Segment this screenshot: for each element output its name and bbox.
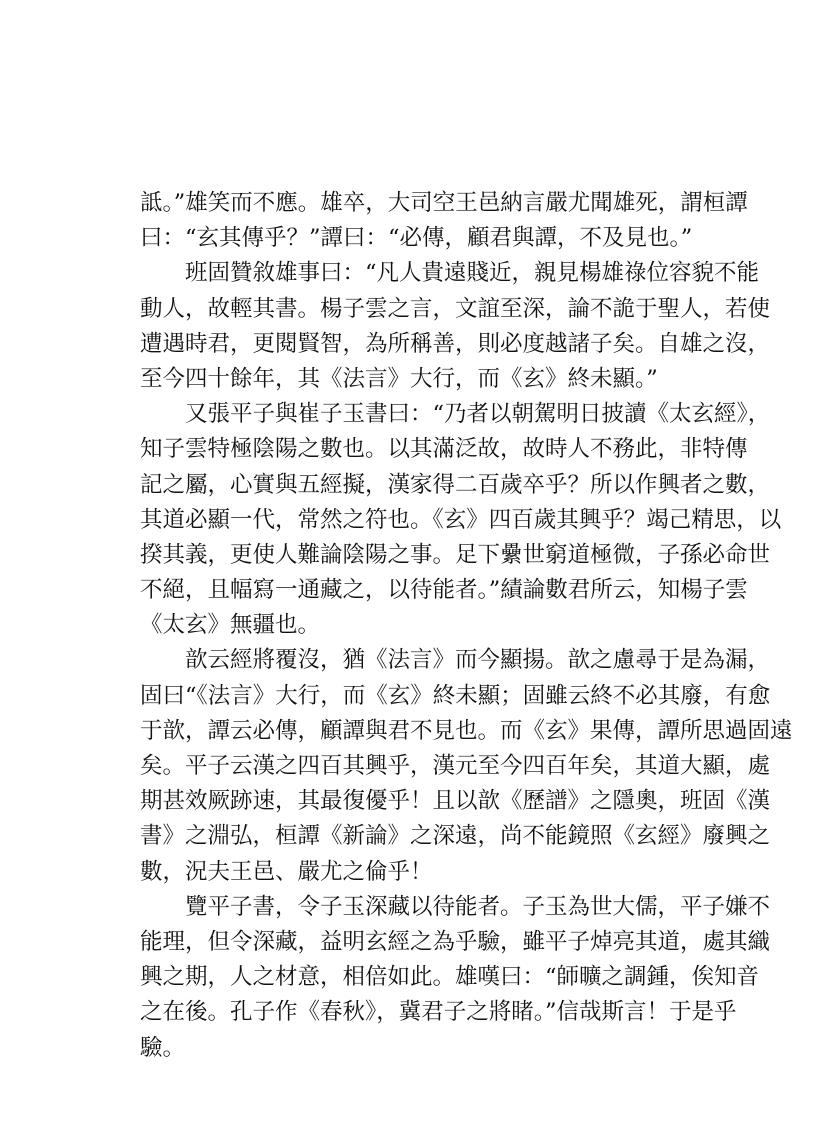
document-body xyxy=(140,186,793,1066)
paragraph-1 xyxy=(140,186,748,256)
text-line: 其道必顯一代，常然之符也。《玄》四百歲其興乎？竭己精思，以 xyxy=(140,506,782,533)
text-line: 詆。”雄笑而不應。雄卒，大司空王邑納言嚴尤聞雄死，謂桓譚 xyxy=(140,190,748,216)
text-line: 之在後。孔子作《春秋》，冀君子之將睹。”信哉斯言！于是乎 xyxy=(140,999,737,1026)
text-line: 知子雲特極陰陽之數也。以其滿泛故，故時人不務此，非特傳 xyxy=(140,436,748,463)
paragraph-4 xyxy=(140,643,793,889)
text-line: 書》之淵弘，桓譚《新論》之深遠，尚不能鏡照《玄經》廢興之 xyxy=(140,823,771,850)
text-line: 驗。 xyxy=(140,1034,186,1061)
text-line: 曰：“玄其傳乎？”譚曰：“必傳，顧君與譚，不及見也。” xyxy=(140,225,693,252)
paragraph-2 xyxy=(140,256,771,397)
text-line: 興之期，人之材意，相倍如此。雄嘆曰：“師曠之調鍾，俟知音 xyxy=(140,964,760,991)
text-line: 揆其義，更使人難論陰陽之事。足下纍世窮道極微，子孫必命世 xyxy=(140,541,771,568)
text-line: 遭遇時君，更閱賢智，為所稱善，則必度越諸子矣。自雄之沒， xyxy=(140,330,771,357)
text-line: 覽平子書，令子玉深藏以待能者。子玉為世大儒，平子嫌不 xyxy=(185,893,771,920)
text-line: 記之屬，心實與五經擬，漢家得二百歲卒乎？所以作興者之數， xyxy=(140,471,771,498)
text-line: 班固贊敘雄事曰：“凡人貴遠賤近，親見楊雄祿位容貌不能 xyxy=(185,260,760,287)
text-line: 矣。平子云漢之四百其興乎，漢元至今四百年矣，其道大顯，處 xyxy=(140,753,771,779)
text-line: 固曰“《法言》大行，而《玄》終未顯；固雖云終不必其廢，有愈 xyxy=(140,682,771,709)
text-line: 又張平子與崔子玉書曰：“乃者以朝駕明日披讀《太玄經》， xyxy=(185,401,771,428)
text-line: 歆云經將覆沒，猶《法言》而今顯揚。歆之慮尋于是為漏， xyxy=(185,647,771,674)
text-line: 《太玄》無疆也。 xyxy=(140,612,321,639)
paragraph-5 xyxy=(140,890,771,1066)
text-line: 能理，但令深藏，益明玄經之為乎驗，雖平子焯亮其道，處其織 xyxy=(140,928,771,955)
text-line: 數，況夫王邑、嚴尤之倫乎！ xyxy=(140,858,433,885)
text-line: 期甚效厥跡速，其最復優乎！且以歆《歷譜》之隱奧，班固《漢 xyxy=(140,788,771,815)
text-line: 于歆，譚云必傳，顧譚與君不見也。而《玄》果傳，譚所思過固遠 xyxy=(140,717,793,744)
text-line: 至今四十餘年，其《法言》大行，而《玄》終未顯。” xyxy=(140,365,658,392)
paragraph-3 xyxy=(140,397,782,643)
text-line: 動人，故輕其書。楊子雲之言，文誼至深，論不詭于聖人，若使 xyxy=(140,295,771,322)
text-line: 不絕，且幅寫一通藏之，以待能者。”績論數君所云，知楊子雲 xyxy=(140,577,748,604)
